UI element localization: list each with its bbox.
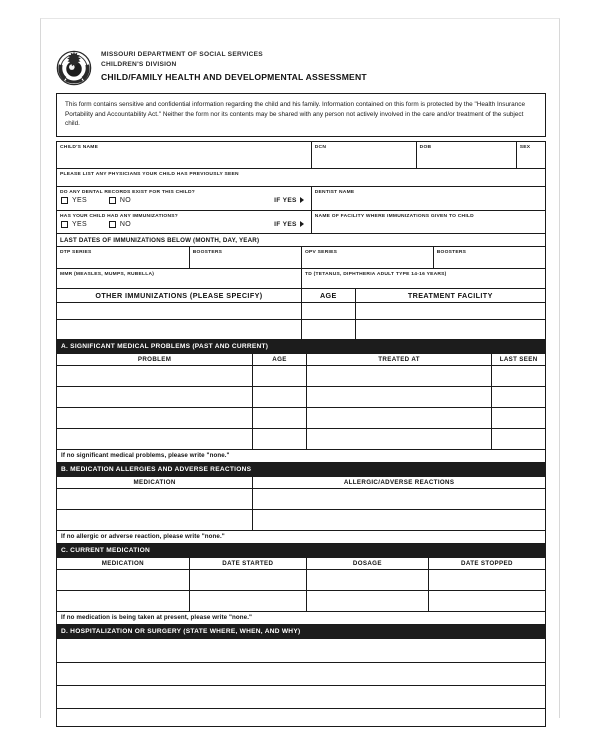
medication-cell[interactable] (57, 570, 189, 590)
section-a-bar: A. SIGNIFICANT MEDICAL PROBLEMS (PAST AND CURRENT) (56, 340, 546, 354)
table-row (57, 639, 545, 662)
age-cell[interactable] (252, 387, 306, 407)
date-started-cell[interactable] (189, 591, 306, 611)
reactions-cell[interactable] (252, 510, 545, 530)
age-header-label: AGE (272, 355, 287, 363)
treated-at-header-label: TREATED AT (378, 355, 420, 363)
table-row (57, 590, 545, 611)
dcn-label: DCN (314, 144, 327, 150)
date-stopped-header-label: DATE STOPPED (461, 559, 513, 567)
reactions-cell[interactable] (252, 489, 545, 509)
medication-header-label: MEDICATION (133, 478, 176, 486)
immunization-dates-title-row (57, 234, 545, 246)
section-b-bar: B. MEDICATION ALLERGIES AND ADVERSE REACTIONS (56, 463, 546, 477)
problem-cell[interactable] (57, 366, 252, 386)
other-immunizations-header-label: OTHER IMMUNIZATIONS (PLEASE SPECIFY) (95, 290, 263, 300)
series-row (57, 246, 545, 268)
opv-series-label: OPV SERIES (304, 249, 338, 255)
td-label: TD (TETANUS, DIPHTHERIA ADULT TYPE 14-16 YEARS) (305, 271, 447, 277)
last-seen-cell[interactable] (491, 387, 545, 407)
immunizations-question: HAS YOUR CHILD HAD ANY IMMUNIZATIONS? (60, 213, 179, 219)
last-seen-cell[interactable] (491, 429, 545, 449)
identity-row (57, 142, 545, 168)
other-age-header-label: AGE (319, 290, 337, 300)
section-b-note: If no allergic or adverse reaction, please write "none." (56, 531, 546, 544)
dosage-cell[interactable] (306, 591, 428, 611)
immunization-dates-table (56, 234, 546, 340)
immunizations-question-row (57, 210, 545, 233)
hospitalization-cell[interactable] (57, 709, 545, 726)
other-immunizations-header-row (57, 288, 545, 302)
identity-table (56, 141, 546, 187)
immunization-dates-title-cell (57, 234, 545, 246)
questions-table (56, 187, 546, 234)
table-row (57, 302, 545, 319)
immunization-facility-label: NAME OF FACILITY WHERE IMMUNIZATIONS GIVEN TO CHILD (314, 213, 474, 219)
dental-yes-label: YES (72, 196, 87, 204)
immunizations-if-yes (274, 221, 307, 228)
dental-yes-checkbox[interactable] (61, 197, 68, 204)
opv-boosters-field[interactable] (433, 247, 545, 268)
form-body (56, 49, 546, 727)
mmr-field[interactable] (57, 269, 301, 288)
dentist-name-field[interactable] (311, 187, 545, 210)
table-row (57, 386, 545, 407)
child-name-label: CHILD'S NAME (60, 144, 99, 150)
right-triangle-icon (300, 197, 304, 203)
right-triangle-icon (300, 221, 304, 227)
immunization-facility-field[interactable] (311, 211, 545, 233)
section-b-header-row (57, 477, 545, 488)
immunizations-yes-label: YES (72, 220, 87, 228)
hospitalization-cell[interactable] (57, 686, 545, 708)
medication-header (57, 477, 252, 488)
dtp-boosters-label: BOOSTERS (192, 249, 223, 255)
treated-at-cell[interactable] (306, 408, 491, 428)
last-seen-cell[interactable] (491, 366, 545, 386)
agency-division: CHILDREN'S DIVISION (101, 61, 177, 68)
table-row (57, 685, 545, 708)
section-d-bar: D. HOSPITALIZATION OR SURGERY (STATE WHERE, WHEN, AND WHY) (56, 625, 546, 639)
date-stopped-cell[interactable] (428, 591, 545, 611)
dosage-header (306, 558, 428, 569)
medication-cell[interactable] (57, 489, 252, 509)
notice-text: This form contains sensitive and confidential information regarding the child and his family. Information contained on this form is protected by the "Health Insurance Portability and Accountability Act." Neither the form nor its contents may be shared with any person not actively involved in the care and/or treatment of the subject child. (65, 101, 526, 128)
dental-records-question: DO ANY DENTAL RECORDS EXIST FOR THIS CHILD? (60, 189, 196, 195)
other-immunization-cell[interactable] (57, 320, 301, 339)
problem-cell[interactable] (57, 408, 252, 428)
masthead (56, 49, 546, 86)
other-immunization-cell[interactable] (57, 303, 301, 319)
dental-no-label: NO (119, 196, 132, 204)
age-cell[interactable] (252, 408, 306, 428)
scanned-sheet (40, 18, 560, 718)
dob-field[interactable] (416, 142, 516, 168)
section-c-note: If no medication is being taken at present, please write "none." (56, 612, 546, 625)
mmr-td-row (57, 268, 545, 288)
date-started-header-label: DATE STARTED (222, 559, 274, 567)
date-started-header (189, 558, 306, 569)
treated-at-cell[interactable] (306, 366, 491, 386)
child-name-field[interactable] (57, 142, 311, 168)
last-seen-cell[interactable] (491, 408, 545, 428)
medication-header-label: MEDICATION (101, 559, 144, 567)
other-age-cell[interactable] (301, 303, 355, 319)
dtp-series-field[interactable] (57, 247, 189, 268)
opv-boosters-label: BOOSTERS (436, 249, 467, 255)
table-row (57, 319, 545, 339)
hospitalization-cell[interactable] (57, 663, 545, 685)
treated-at-cell[interactable] (306, 429, 491, 449)
table-row (57, 488, 545, 509)
dcn-field[interactable] (311, 142, 416, 168)
agency-name: MISSOURI DEPARTMENT OF SOCIAL SERVICES (101, 51, 263, 58)
other-facility-cell[interactable] (355, 303, 545, 319)
dental-if-yes (274, 197, 307, 204)
other-age-cell[interactable] (301, 320, 355, 339)
table-row (57, 428, 545, 449)
section-c-table (56, 558, 546, 612)
section-a-header-row (57, 354, 545, 365)
problem-header (57, 354, 252, 365)
age-cell[interactable] (252, 366, 306, 386)
section-a-table (56, 354, 546, 450)
table-row (57, 407, 545, 428)
date-stopped-header (428, 558, 545, 569)
section-a-note: If no significant medical problems, please write "none." (56, 450, 546, 463)
immunizations-no-checkbox[interactable] (109, 221, 116, 228)
dtp-series-label: DTP SERIES (60, 249, 92, 255)
immunizations-answer-line (57, 220, 311, 230)
table-row (57, 509, 545, 530)
confidentiality-notice (56, 93, 546, 137)
hospitalization-cell[interactable] (57, 639, 545, 662)
state-seal-icon (56, 50, 92, 86)
mmr-label: MMR (MEASLES, MUMPS, RUBELLA) (60, 271, 155, 277)
other-facility-header (355, 289, 545, 302)
immunization-dates-title: LAST DATES OF IMMUNIZATIONS BELOW (MONTH, DAY, YEAR) (60, 236, 260, 244)
table-row (57, 662, 545, 685)
opv-series-field[interactable] (301, 247, 433, 268)
immunizations-if-yes-label: IF YES (274, 220, 297, 228)
form-title: CHILD/FAMILY HEALTH AND DEVELOPMENTAL ASSESSMENT (101, 72, 367, 82)
physicians-row (57, 168, 545, 186)
medication-header (57, 558, 189, 569)
dtp-boosters-field[interactable] (189, 247, 301, 268)
problem-cell[interactable] (57, 387, 252, 407)
td-field[interactable] (301, 269, 545, 288)
age-header (252, 354, 306, 365)
section-c-header-row (57, 558, 545, 569)
dental-records-row (57, 187, 545, 210)
section-d-table (56, 639, 546, 727)
physicians-field[interactable] (57, 169, 545, 186)
other-immunizations-header (57, 289, 301, 302)
immunizations-yes-checkbox[interactable] (61, 221, 68, 228)
medication-cell[interactable] (57, 510, 252, 530)
section-b-table (56, 477, 546, 531)
sex-field[interactable] (516, 142, 545, 168)
table-row (57, 708, 545, 726)
age-cell[interactable] (252, 429, 306, 449)
last-seen-header (491, 354, 545, 365)
dob-label: DOB (419, 144, 432, 150)
dentist-name-label: DENTIST NAME (314, 189, 355, 195)
dental-records-question-cell (57, 187, 311, 210)
other-facility-header-label: TREATMENT FACILITY (407, 290, 493, 300)
sex-label: SEX (519, 144, 531, 150)
date-stopped-cell[interactable] (428, 570, 545, 590)
dental-answer-line (57, 196, 311, 206)
physicians-label: PLEASE LIST ANY PHYSICIANS YOUR CHILD HAS PREVIOUSLY SEEN (60, 171, 239, 177)
dental-no-checkbox[interactable] (109, 197, 116, 204)
other-age-header (301, 289, 355, 302)
reactions-header (252, 477, 545, 488)
problem-cell[interactable] (57, 429, 252, 449)
medication-cell[interactable] (57, 591, 189, 611)
date-started-cell[interactable] (189, 570, 306, 590)
immunizations-question-cell (57, 211, 311, 233)
table-row (57, 365, 545, 386)
dental-if-yes-label: IF YES (274, 196, 297, 204)
dosage-cell[interactable] (306, 570, 428, 590)
reactions-header-label: ALLERGIC/ADVERSE REACTIONS (343, 478, 455, 486)
problem-header-label: PROBLEM (137, 355, 172, 363)
section-c-bar: C. CURRENT MEDICATION (56, 544, 546, 558)
dosage-header-label: DOSAGE (352, 559, 382, 567)
last-seen-header-label: LAST SEEN (499, 355, 538, 363)
treated-at-header (306, 354, 491, 365)
immunizations-no-label: NO (119, 220, 132, 228)
other-facility-cell[interactable] (355, 320, 545, 339)
treated-at-cell[interactable] (306, 387, 491, 407)
table-row (57, 569, 545, 590)
